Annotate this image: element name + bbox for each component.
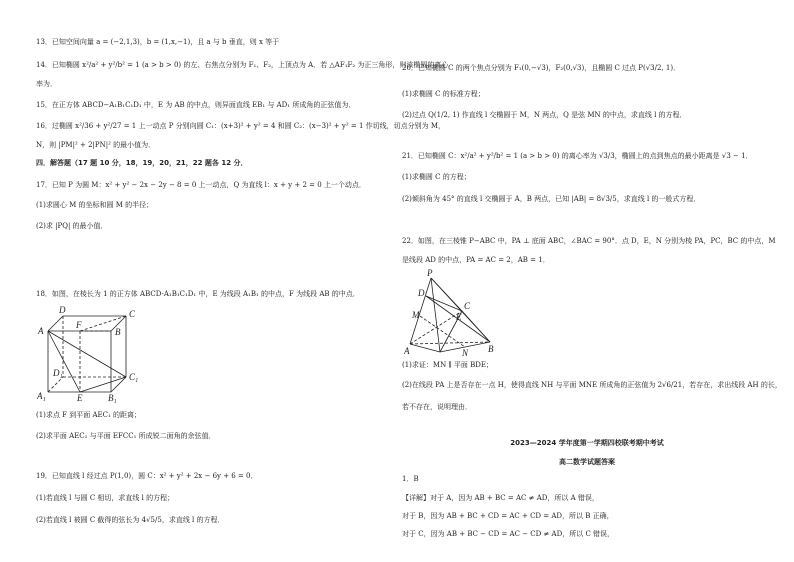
question-20-part2: (2)过点 Q(1/2, 1) 作直线 l 交椭圆于 M，N 两点，Q 是弦 MN 的中点，求直线 l 的方程． (402, 111, 687, 119)
question-22-cont: 是线段 AD 的中点，PA = AC = 2，AB = 1． (402, 256, 550, 264)
question-18: 18．如图，在棱长为 1 的正方体 ABCD-A₁B₁C₁D₁ 中，E 为线段 A₁B₁ 的中点，F 为线段 AB 的中点． (36, 290, 360, 298)
answer-subtitle: 高二数学试题答案 (559, 458, 615, 466)
cube-label-d1: D₁ (53, 368, 63, 378)
cube-label-a: A (38, 326, 44, 336)
question-19-part2: (2)若直线 l 被圆 C 截得的弦长为 4√5/5，求直线 l 的方程． (36, 516, 225, 524)
pyramid-label-a: A (404, 346, 410, 356)
question-21-part2: (2)倾斜角为 45° 的直线 l 交椭圆于 A，B 两点，已知 |AB| = 8√3/5，求直线 l 的一般式方程． (402, 195, 701, 203)
pyramid-label-d: D (418, 288, 425, 298)
question-20: 20．已知椭圆 C 的两个焦点分别为 F₁(0,−√3)，F₂(0,√3)，且椭圆 C 过点 P(√3/2, 1)． (402, 64, 681, 72)
question-21: 21．已知椭圆 C：x²/a² + y²/b² = 1 (a > b > 0) 的离心率为 √3/3，椭圆上的点到焦点的最小距离是 √3 − 1． (402, 152, 753, 160)
cube-label-c: C (129, 309, 136, 319)
answer-1-option-a: 【详解】对于 A，因为 AB + BC = AC ≠ AD，所以 A 错误， (402, 494, 599, 502)
cube-label-b: B (115, 327, 121, 337)
question-16-cont: N，则 |PM|² + 2|PN|² 的最小值为． (36, 141, 156, 149)
question-20-part1: (1)求椭圆 C 的标准方程； (402, 90, 485, 98)
cube-label-c1: C₁ (129, 372, 139, 382)
question-16: 16．过椭圆 x²/36 + y²/27 = 1 上一动点 P 分别向圆 C₁：(x+3)² + y² = 4 和圆 C₂：(x−3)² + y² = 1 作切线，切点分别为 M， (36, 122, 446, 130)
question-21-part1: (1)求椭圆 C 的方程； (402, 173, 471, 181)
cube-label-d: D (59, 305, 66, 315)
question-18-part1: (1)求点 F 到平面 AEC₁ 的距离； (36, 411, 141, 419)
cube-figure (36, 304, 146, 404)
question-13: 13．已知空间向量 a = (−2,1,3)，b = (1,x,−1)，且 a 与 b 垂直，则 x 等于 (36, 38, 280, 46)
cube-label-f: F (76, 320, 82, 330)
question-22-part2-cont: 若不存在，说明理由． (402, 403, 472, 411)
pyramid-figure (404, 268, 496, 358)
pyramid-label-m: M (412, 310, 420, 320)
question-19: 19．已知直线 l 经过点 P(1,0)，圆 C：x² + y² + 2x − 6y + 6 = 0． (36, 472, 258, 480)
question-22-part2: (2)在线段 PA 上是否存在一点 H，使得直线 NH 与平面 MNE 所成角的正弦值为 2√6/21，若存在，求出线段 AH 的长， (402, 381, 782, 389)
question-15: 15．在正方体 ABCD−A₁B₁C₁D₁ 中，E 为 AB 的中点，则异面直线 EB₁ 与 AD₁ 所成角的正弦值为． (36, 101, 356, 109)
pyramid-label-p: P (427, 268, 433, 278)
pyramid-label-n: N (462, 348, 469, 358)
question-14-cont: 率为． (36, 80, 57, 88)
cube-label-b1: B₁ (108, 393, 117, 403)
pyramid-label-e: E (456, 312, 462, 322)
answer-1-option-b: 对于 B，因为 AB + BC + CD = AC + CD = AD，所以 B 正确， (402, 512, 614, 520)
answer-1-option-c: 对于 C，因为 AB + BC − CD = AC − CD ≠ AD，所以 C 错误， (402, 530, 615, 538)
question-17: 17．已知 P 为圆 M：x² + y² − 2x − 2y − 8 = 0 上一动点，Q 为直线 l：x + y + 2 = 0 上一个动点． (36, 181, 366, 189)
answer-1: 1．B (402, 475, 419, 483)
cube-label-a1: A₁ (37, 391, 46, 401)
question-14: 14．已知椭圆 x²/a² + y²/b² = 1 (a > b > 0) 的左、右焦点分别为 F₁、F₂，上顶点为 A．若 △AF₁F₂ 为正三角形，则该椭圆的离心 (36, 61, 449, 69)
section-heading: 四．解答题（17 题 10 分，18，19，20，21，22 题各 12 分． (36, 159, 248, 167)
question-22: 22．如图，在三棱锥 P−ABC 中，PA ⊥ 底面 ABC，∠BAC = 90°．点 D，E，N 分别为棱 PA，PC，BC 的中点，M (402, 237, 776, 245)
question-17-part2: (2)求 |PQ| 的最小值． (36, 222, 108, 230)
cube-label-e: E (77, 393, 83, 403)
question-17-part1: (1)求圆心 M 的坐标和圆 M 的半径； (36, 201, 154, 209)
question-19-part1: (1)若直线 l 与圆 C 相切，求直线 l 的方程； (36, 494, 175, 502)
answer-title: 2023—2024 学年度第一学期四校联考期中考试 (510, 439, 664, 447)
pyramid-label-b: B (488, 344, 494, 354)
question-18-part2: (2)求平面 AEC₁ 与平面 EFCC₁ 所成锐二面角的余弦值． (36, 432, 216, 440)
question-22-part1: (1)求证：MN ∥ 平面 BDE； (402, 361, 493, 369)
pyramid-label-c: C (464, 301, 471, 311)
